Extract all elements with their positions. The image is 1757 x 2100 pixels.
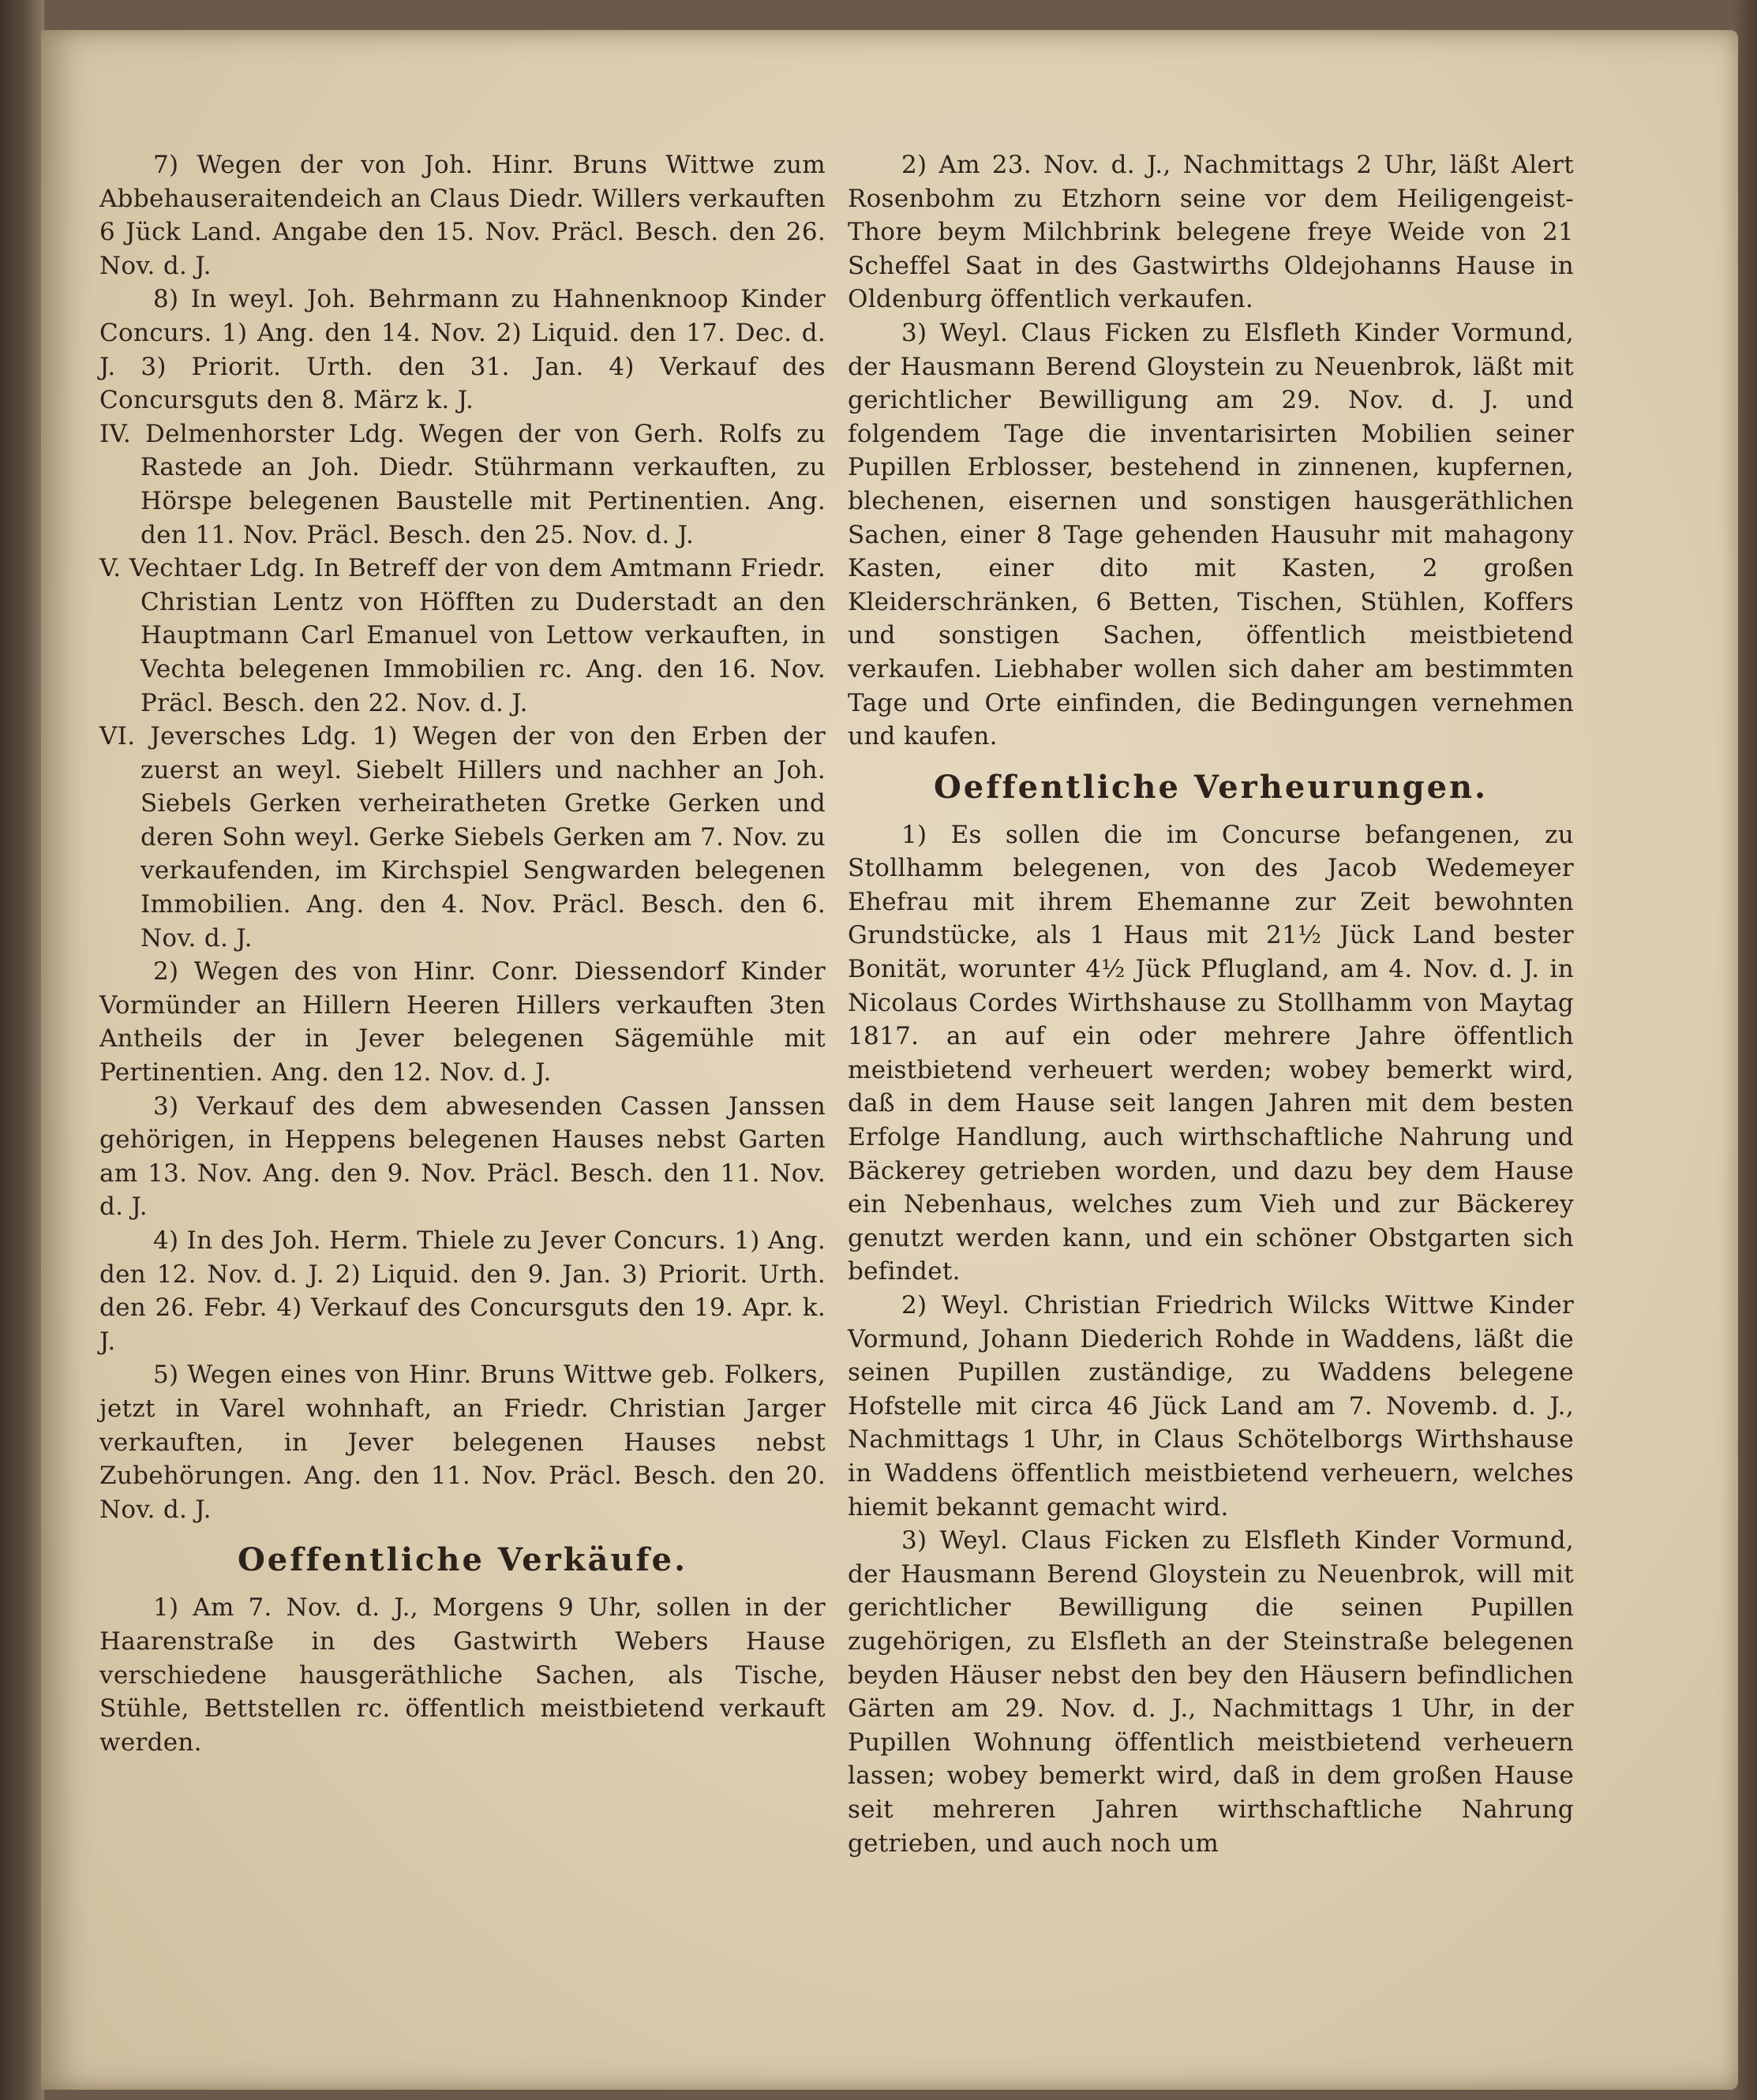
notice-paragraph: 4) In des Joh. Herm. Thiele zu Jever Concurs. 1) Ang. den 12. Nov. d. J. 2) Liquid. den 9. Jan. 3) Priorit. Urth. den 26. Febr. 4) Verkauf des Concursguts den 19. Apr. k. J. [99, 1226, 826, 1356]
document-page [41, 30, 1738, 2090]
notice-paragraph: 3) Weyl. Claus Ficken zu Elsfleth Kinder Vormund, der Hausmann Berend Gloystein zu Neuenbrok, läßt mit gerichtlicher Bewilligung am 29. Nov. d. J. und folgendem Tage die inventarisirten Mobilien seiner Pupillen Erblosser, bestehend in zinnenen, kupfernen, blechenen, eisernen und sonstigen hausgeräthlichen Sachen, einer 8 Tage gehenden Hausuhr mit mahagony Kasten, einer dito mit Kasten, 2 großen Kleiderschränken, 6 Betten, Tischen, Stühlen, Koffers und sonstigen Sachen, öffentlich meistbietend verkaufen. Liebhaber wollen sich daher am bestimmten Tage und Orte einfinden, die Bedingungen vernehmen und kaufen. [848, 318, 1574, 751]
notice-paragraph: 1) Es sollen die im Concurse befangenen, zu Stollhamm belegenen, von des Jacob Wedemeyer Ehefrau mit ihrem Ehemanne zur Zeit bewohnten Grundstücke, als 1 Haus mit 21½ Jück Land bester Bonität, worunter 4½ Jück Pflugland, am 4. Nov. d. J. in Nicolaus Cordes Wirthshause zu Stollhamm von Maytag 1817. an auf ein oder mehrere Jahre öffentlich meistbietend verheuert werden; wobey bemerkt wird, daß in dem Hause seit langen Jahren mit dem besten Erfolge Handlung, auch wirthschaftliche Nahrung und Bäckerey getrieben worden, und dazu bey dem Hause ein Nebenhaus, welches zum Vieh und zur Bäckerey genutzt werden kann, und ein schöner Obstgarten sich befindet. [848, 820, 1574, 1286]
right-column [848, 148, 1574, 1860]
section-heading-verheurungen: Oeffentliche Verheurungen. [933, 768, 1489, 806]
left-column [99, 148, 826, 1759]
notice-paragraph: 2) Weyl. Christian Friedrich Wilcks Wittwe Kinder Vormund, Johann Diederich Rohde in Waddens, läßt die seinen Pupillen zuständige, zu Waddens belegene Hofstelle mit circa 46 Jück Land am 7. Novemb. d. J., Nachmittags 1 Uhr, in Claus Schötelborgs Wirthshause in Waddens öffentlich meistbietend verheuern, welches hiemit bekannt gemacht wird. [848, 1291, 1574, 1522]
notice-paragraph: 2) Am 23. Nov. d. J., Nachmittags 2 Uhr, läßt Alert Rosenbohm zu Etzhorn seine vor dem Heiligengeist-Thore beym Milchbrink belegene freye Weide von 21 Scheffel Saat in des Gastwirths Oldejohanns Hause in Oldenburg öffentlich verkaufen. [848, 151, 1574, 314]
notice-paragraph: 2) Wegen des von Hinr. Conr. Diessendorf Kinder Vormünder an Hillern Heeren Hillers verkauften 3ten Antheils der in Jever belegenen Sägemühle mit Pertinentien. Ang. den 12. Nov. d. J. [99, 957, 826, 1087]
notice-paragraph: 3) Weyl. Claus Ficken zu Elsfleth Kinder Vormund, der Hausmann Berend Gloystein zu Neuenbrok, will mit gerichtlicher Bewilligung die seinen Pupillen zugehörigen, zu Elsfleth an der Steinstraße belegenen beyden Häuser nebst den bey den Häusern befindlichen Gärten am 29. Nov. d. J., Nachmittags 1 Uhr, in der Pupillen Wohnung öffentlich meistbietend verheuern lassen; wobey bemerkt wird, daß in dem großen Hause seit mehreren Jahren wirthschaftliche Nahrung getrieben, und auch noch um [848, 1526, 1574, 1858]
notice-paragraph: 1) Am 7. Nov. d. J., Morgens 9 Uhr, sollen in der Haarenstraße in des Gastwirth Webers Hause verschiedene hausgeräthliche Sachen, als Tische, Stühle, Bettstellen rc. öffentlich meistbietend verkauft werden. [99, 1593, 826, 1757]
notice-paragraph: VI. Jeversches Ldg. 1) Wegen der von den Erben der zuerst an weyl. Siebelt Hillers und nachher an Joh. Siebels Gerken verheiratheten Gretke Gerken und deren Sohn weyl. Gerke Siebels Gerken am 7. Nov. zu verkaufenden, im Kirchspiel Sengwarden belegenen Immobilien. Ang. den 4. Nov. Präcl. Besch. den 6. Nov. d. J. [99, 722, 826, 953]
book-gutter [0, 0, 44, 2100]
notice-paragraph: 7) Wegen der von Joh. Hinr. Bruns Wittwe zum Abbehauseraitendeich an Claus Diedr. Willers verkauften 6 Jück Land. Angabe den 15. Nov. Präcl. Besch. den 26. Nov. d. J. [99, 151, 826, 280]
notice-paragraph: 8) In weyl. Joh. Behrmann zu Hahnenknoop Kinder Concurs. 1) Ang. den 14. Nov. 2) Liquid. den 17. Dec. d. J. 3) Priorit. Urth. den 31. Jan. 4) Verkauf des Concursguts den 8. März k. J. [99, 285, 826, 415]
notice-paragraph: 5) Wegen eines von Hinr. Bruns Wittwe geb. Folkers, jetzt in Varel wohnhaft, an Friedr. Christian Jarger verkauften, in Jever belegenen Hauses nebst Zubehörungen. Ang. den 11. Nov. Präcl. Besch. den 20. Nov. d. J. [99, 1361, 826, 1524]
notice-paragraph: 3) Verkauf des dem abwesenden Cassen Janssen gehörigen, in Heppens belegenen Hauses nebst Garten am 13. Nov. Ang. den 9. Nov. Präcl. Besch. den 11. Nov. d. J. [99, 1091, 826, 1222]
section-heading-verkaeufe: Oeffentliche Verkäufe. [237, 1541, 688, 1579]
notice-paragraph: IV. Delmenhorster Ldg. Wegen der von Gerh. Rolfs zu Rastede an Joh. Diedr. Stührmann verkauften, zu Hörspe belegenen Baustelle mit Pertinentien. Ang. den 11. Nov. Präcl. Besch. den 25. Nov. d. J. [99, 419, 826, 549]
notice-paragraph: V. Vechtaer Ldg. In Betreff der von dem Amtmann Friedr. Christian Lentz von Höfften zu Duderstadt an den Hauptmann Carl Emanuel von Lettow verkauften, in Vechta belegenen Immobilien rc. Ang. den 16. Nov. Präcl. Besch. den 22. Nov. d. J. [99, 554, 826, 717]
